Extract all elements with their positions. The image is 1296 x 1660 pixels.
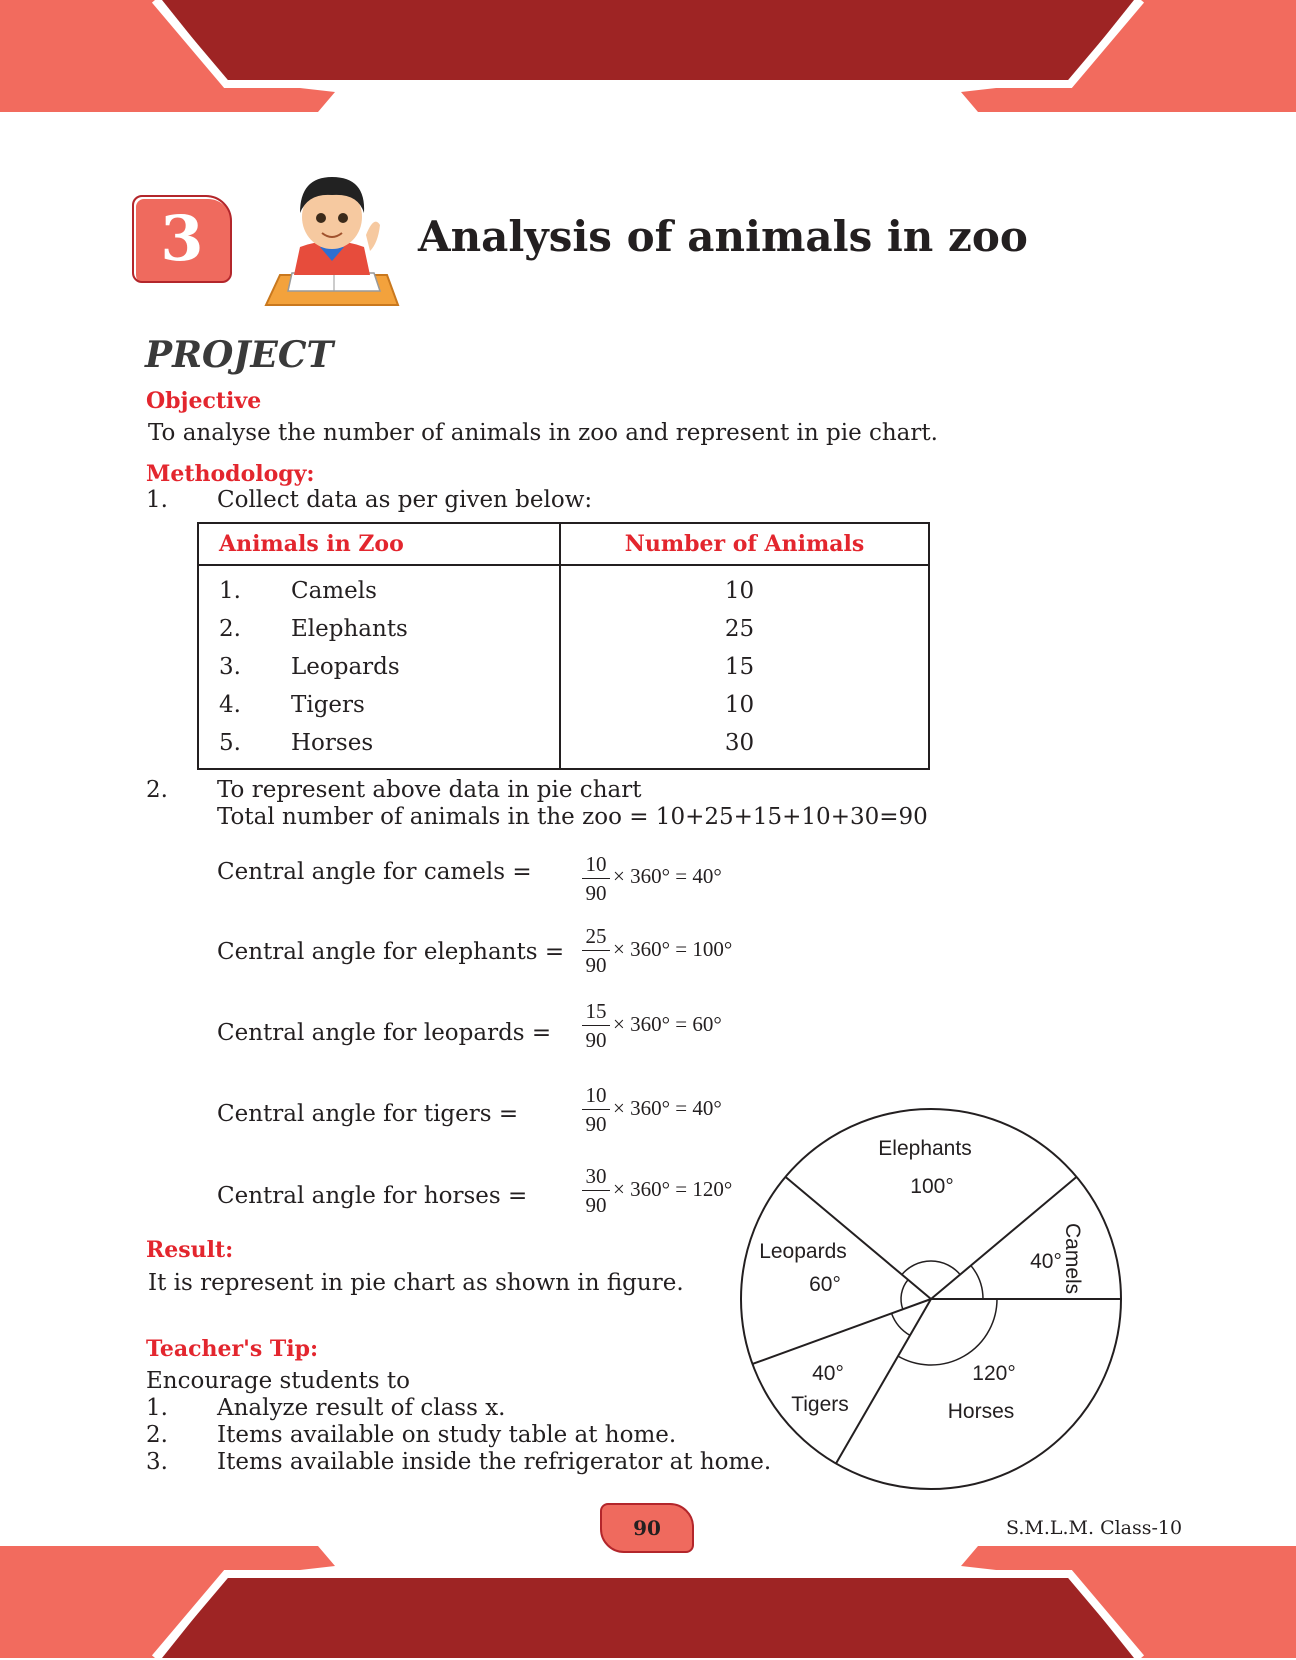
objective-heading: Objective: [146, 388, 262, 414]
bottom-banner: [0, 1540, 1296, 1660]
step-number: 1.: [146, 487, 168, 513]
step-text: Collect data as per given below:: [217, 487, 593, 513]
pie-angle-elephants: 100°: [910, 1175, 954, 1198]
angle-result: × 360° = 100°: [613, 937, 733, 961]
angle-result: × 360° = 120°: [613, 1177, 733, 1201]
pie-label-leopards: Leopards: [759, 1240, 847, 1263]
top-banner: [0, 0, 1296, 120]
result-heading: Result:: [146, 1237, 234, 1263]
animal-count: 10: [560, 565, 929, 610]
table-row: [198, 648, 929, 686]
animal-name: Elephants: [291, 616, 408, 642]
animals-table: [197, 522, 930, 770]
row-number: 1.: [219, 578, 241, 604]
pie-angle-camels: 40°: [1030, 1250, 1062, 1273]
teachers-tip-heading: Teacher's Tip:: [146, 1336, 319, 1362]
table-row: [198, 565, 929, 610]
angle-result: × 360° = 40°: [613, 1096, 722, 1120]
tip-number: 3.: [146, 1449, 168, 1475]
page-number: 90: [600, 1503, 694, 1553]
pie-angle-arc-elephants: [902, 1261, 960, 1275]
row-number: 5.: [219, 730, 241, 756]
tip-number: 2.: [146, 1422, 168, 1448]
tip-text: Items available on study table at home.: [217, 1422, 677, 1448]
row-number: 3.: [219, 654, 241, 680]
tip-number: 1.: [146, 1395, 168, 1421]
animals-pie-chart: [730, 1105, 1130, 1505]
angle-result: × 360° = 60°: [613, 1012, 722, 1036]
animal-count: 10: [560, 686, 929, 724]
pie-angle-arc-tigers: [892, 1313, 910, 1335]
row-number: 4.: [219, 692, 241, 718]
student-illustration-icon: [262, 165, 402, 310]
column-header: Animals in Zoo: [198, 523, 560, 565]
pie-angle-arc-camels: [971, 1266, 983, 1299]
chapter-title: Analysis of animals in zoo: [418, 212, 1028, 261]
pie-angle-leopards: 60°: [809, 1273, 841, 1296]
table-header-row: [198, 523, 929, 565]
result-text: It is represent in pie chart as shown in figure.: [148, 1270, 684, 1296]
animal-name: Horses: [291, 730, 374, 756]
angle-fraction: $\frac{30}{90}$: [582, 1162, 610, 1219]
animal-name: Camels: [291, 578, 377, 604]
table-row: [198, 610, 929, 648]
pie-slice-boundary: [836, 1299, 931, 1464]
animal-name: Leopards: [291, 654, 400, 680]
pie-slice-boundary: [785, 1177, 931, 1299]
angle-label: Central angle for elephants =: [217, 939, 565, 965]
angle-fraction: $\frac{25}{90}$: [582, 922, 610, 979]
pie-label-tigers: Tigers: [791, 1393, 849, 1416]
angle-label: Central angle for horses =: [217, 1183, 528, 1209]
pie-label-camels: Camels: [1061, 1223, 1084, 1295]
pie-angle-horses: 120°: [972, 1362, 1016, 1385]
animal-count: 25: [560, 610, 929, 648]
pie-angle-arc-leopards: [901, 1280, 908, 1310]
angle-label: Central angle for camels =: [217, 859, 532, 885]
teachers-tip-intro: Encourage students to: [146, 1368, 410, 1394]
row-number: 2.: [219, 616, 241, 642]
animal-count: 15: [560, 648, 929, 686]
step-text: To represent above data in pie chart: [217, 777, 642, 803]
pie-label-elephants: Elephants: [878, 1137, 972, 1160]
pie-label-horses: Horses: [947, 1400, 1015, 1423]
table-row: [198, 686, 929, 724]
book-label: S.M.L.M. Class-10: [1006, 1517, 1183, 1539]
animal-count: 30: [560, 724, 929, 769]
angle-fraction: $\frac{10}{90}$: [582, 850, 610, 907]
pie-angle-tigers: 40°: [812, 1362, 844, 1385]
objective-text: To analyse the number of animals in zoo and represent in pie chart.: [148, 420, 938, 446]
angle-fraction: $\frac{15}{90}$: [582, 997, 610, 1054]
angle-label: Central angle for leopards =: [217, 1020, 552, 1046]
section-title: PROJECT: [145, 334, 334, 376]
total-text: Total number of animals in the zoo = 10+25+15+10+30=90: [217, 804, 928, 830]
angle-fraction: $\frac{10}{90}$: [582, 1081, 610, 1138]
methodology-heading: Methodology:: [146, 461, 315, 487]
angle-result: × 360° = 40°: [613, 864, 722, 888]
tip-text: Items available inside the refrigerator at home.: [217, 1449, 772, 1475]
table-row: [198, 724, 929, 769]
chapter-number-badge: 3: [132, 195, 232, 283]
tip-text: Analyze result of class x.: [217, 1395, 506, 1421]
step-number: 2.: [146, 777, 168, 803]
animal-name: Tigers: [291, 692, 365, 718]
angle-label: Central angle for tigers =: [217, 1101, 519, 1127]
column-header: Number of Animals: [560, 523, 929, 565]
